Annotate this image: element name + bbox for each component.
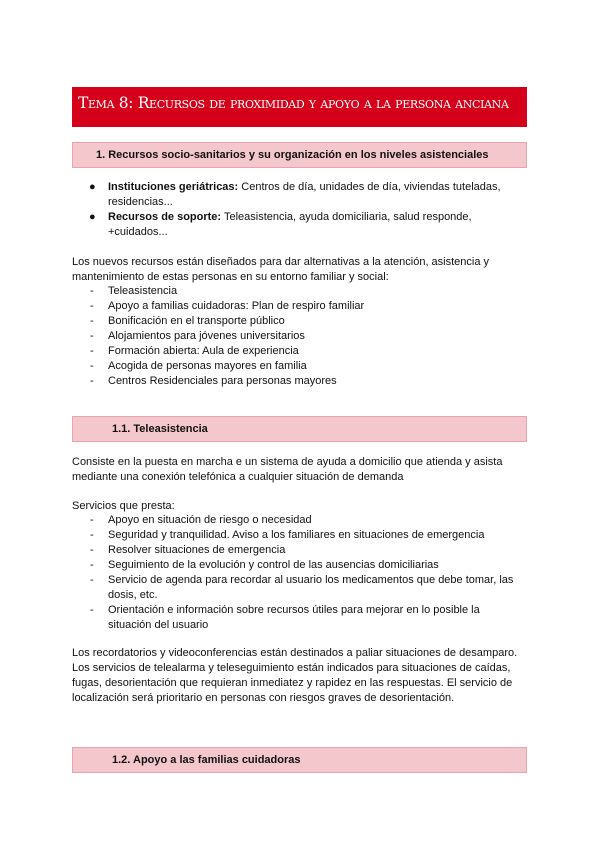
- list-item-text: situación del usuario: [108, 619, 209, 631]
- list-item-text: Seguridad y tranquilidad. Aviso a los familiares en situaciones de emergencia: [108, 529, 485, 541]
- dash-icon: -: [90, 559, 94, 571]
- section-heading-apoyo-familias: 1.2. Apoyo a las familias cuidadoras: [72, 747, 527, 773]
- list-item-text: Apoyo a familias cuidadoras: Plan de respiro familiar: [108, 300, 365, 312]
- list-item-text: Resolver situaciones de emergencia: [108, 544, 286, 556]
- dash-icon: -: [90, 514, 94, 526]
- list-item: [72, 543, 542, 558]
- bullet-label: Instituciones geriátricas:: [108, 181, 239, 193]
- dash-icon: -: [90, 345, 94, 357]
- closing-paragraph: [72, 646, 517, 706]
- list-item-text: Bonificación en el transporte público: [108, 315, 285, 327]
- list-item: [72, 299, 542, 314]
- list-item: [72, 528, 542, 543]
- bullet-text-cont: residencias...: [108, 196, 173, 208]
- bullet-text: Centros de día, unidades de día, viviendas tuteladas,: [238, 181, 501, 193]
- section-heading-recursos: 1. Recursos socio-sanitarios y su organización en los niveles asistenciales: [72, 142, 527, 168]
- bullet-label: Recursos de soporte:: [108, 211, 222, 223]
- closing-paragraph-line: Los recordatorios y videoconferencias están destinados a paliar situaciones de desamparo.: [72, 647, 518, 659]
- teleasistencia-paragraph-line: mediante una conexión telefónica a cualquier situación de demanda: [72, 471, 404, 483]
- page-title: Tema 8: Recursos de proximidad y apoyo a la persona anciana: [78, 94, 509, 112]
- dash-icon: -: [90, 300, 94, 312]
- list-item: [72, 573, 542, 603]
- services-label: Servicios que presta:: [72, 500, 175, 512]
- dash-icon: -: [90, 285, 94, 297]
- bullet-text-cont: +cuidados...: [108, 226, 168, 238]
- list-item-text: Acogida de personas mayores en familia: [108, 360, 307, 372]
- bullet-dot-icon: ●: [89, 181, 96, 193]
- bullet-item: [72, 210, 532, 240]
- closing-paragraph-line: localización será prioritario en personas con riesgos graves de desorientación.: [72, 692, 455, 704]
- list-item: [72, 513, 542, 528]
- list-item-text: Apoyo en situación de riesgo o necesidad: [108, 514, 312, 526]
- bullet-dot-icon: ●: [89, 211, 96, 223]
- list-item-text: Orientación e información sobre recursos útiles para mejorar en lo posible la: [108, 604, 480, 616]
- list-item-text: Formación abierta: Aula de experiencia: [108, 345, 299, 357]
- list-item-text: Centros Residenciales para personas mayores: [108, 375, 337, 387]
- list-item: [72, 329, 542, 344]
- dash-icon: -: [90, 604, 94, 616]
- bullet-list: [72, 180, 532, 240]
- services-list: [72, 513, 542, 633]
- list-item: [72, 284, 542, 299]
- bullet-text: Teleasistencia, ayuda domiciliaria, salud responde,: [221, 211, 472, 223]
- list-item: [72, 344, 542, 359]
- list-item-text: Seguimiento de la evolución y control de las ausencias domiciliarias: [108, 559, 439, 571]
- list-item-text: Alojamientos para jóvenes universitarios: [108, 330, 305, 342]
- dash-icon: -: [90, 544, 94, 556]
- list-item: [72, 603, 542, 633]
- teleasistencia-paragraph-line: Consiste en la puesta en marcha e un sistema de ayuda a domicilio que atienda y asista: [72, 456, 503, 468]
- resources-list: [72, 284, 542, 389]
- closing-paragraph-line: fugas, desorientación que requieran inmediatez y rapidez en las respuestas. El servicio de: [72, 677, 513, 689]
- list-item-text: Teleasistencia: [108, 285, 178, 297]
- intro-paragraph-line: Los nuevos recursos están diseñados para dar alternativas a la atención, asistencia y: [72, 256, 490, 268]
- list-item: [72, 314, 542, 329]
- list-item-text: Servicio de agenda para recordar al usuario los medicamentos que debe tomar, las: [108, 574, 514, 586]
- dash-icon: -: [90, 315, 94, 327]
- dash-icon: -: [90, 574, 94, 586]
- list-item: [72, 558, 542, 573]
- dash-icon: -: [90, 375, 94, 387]
- dash-icon: -: [90, 529, 94, 541]
- list-item: [72, 359, 542, 374]
- section-heading-teleasistencia: 1.1. Teleasistencia: [72, 416, 527, 442]
- list-item: [72, 374, 542, 389]
- bullet-item: [72, 180, 532, 210]
- list-item-text: dosis, etc.: [108, 589, 158, 601]
- closing-paragraph-line: Los servicios de telealarma y teleseguimiento están indicados para situaciones de caídas,: [72, 662, 511, 674]
- intro-paragraph-line: mantenimiento de estas personas en su entorno familiar y social:: [72, 271, 389, 283]
- dash-icon: -: [90, 360, 94, 372]
- title-banner: [72, 87, 527, 127]
- dash-icon: -: [90, 330, 94, 342]
